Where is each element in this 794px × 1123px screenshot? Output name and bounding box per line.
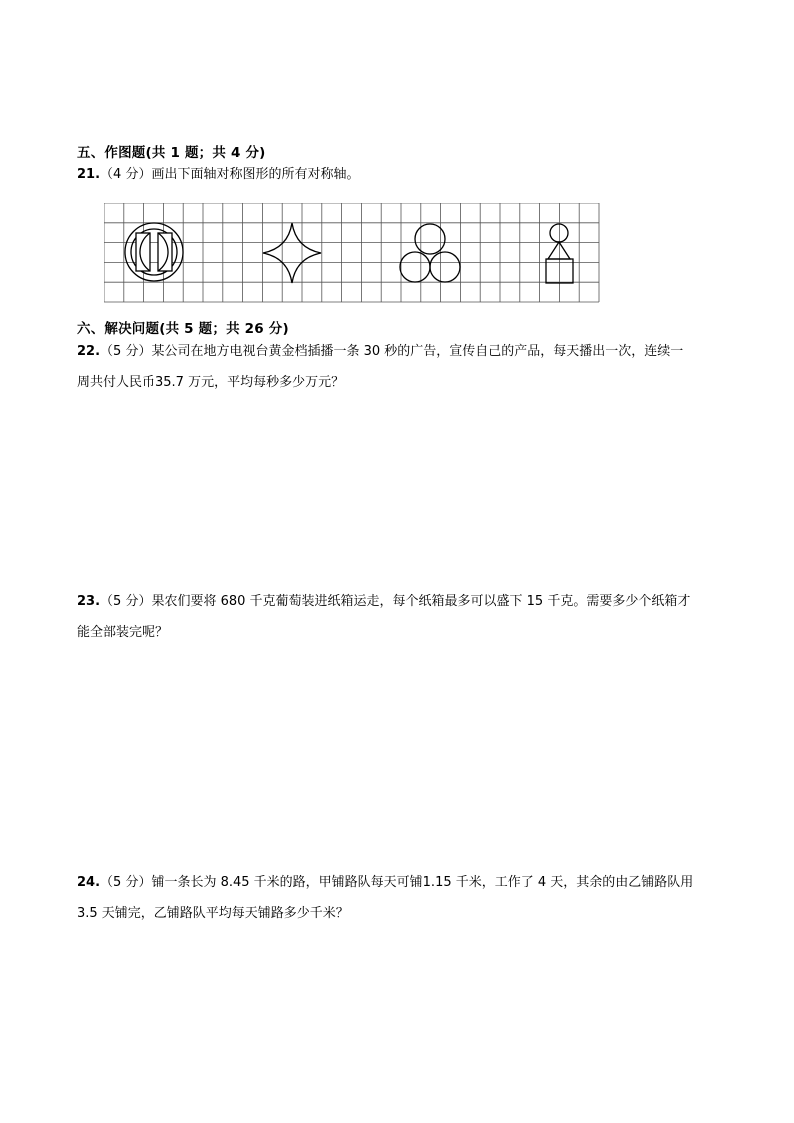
question-score: （5 分） <box>100 875 152 890</box>
question-text: 画出下面轴对称图形的所有对称轴。 <box>151 167 360 182</box>
question-23-line2: 能全部装完呢？ <box>77 625 169 640</box>
question-dot: . <box>95 167 101 182</box>
question-number: 21 <box>77 167 96 182</box>
grid-lines <box>104 203 599 302</box>
question-score: （5 分） <box>100 594 152 609</box>
question-number: 23 <box>77 594 96 609</box>
question-text: 铺一条长为 8.45 千米的路，甲铺路队每天可铺1.15 千米，工作了 4 天，其余的由乙铺路队用 <box>151 875 694 890</box>
shape-four-point-star <box>263 223 321 283</box>
question-number: 22 <box>77 344 96 359</box>
question-score: （5 分） <box>100 344 152 359</box>
question-24-line2: 3.5 天铺完，乙铺路队平均每天铺路多少千米？ <box>77 906 349 921</box>
question-score: （4 分） <box>100 167 152 182</box>
symmetry-grid-figure <box>104 203 600 303</box>
question-number: 24 <box>77 875 96 890</box>
question-24-line1 <box>77 875 693 891</box>
section-title-solve: 六、解决问题(共 5 题；共 26 分) <box>77 321 289 337</box>
shape-circle-split-bars <box>125 223 183 281</box>
section-title-draw: 五、作图题(共 1 题；共 4 分) <box>77 145 266 161</box>
question-dot: . <box>95 875 101 890</box>
question-dot: . <box>95 344 101 359</box>
question-23-line1 <box>77 594 690 610</box>
question-22-line2: 周共付人民币35.7 万元，平均每秒多少万元？ <box>77 375 345 390</box>
question-21 <box>77 167 359 183</box>
question-dot: . <box>95 594 101 609</box>
question-22-line1 <box>77 344 683 360</box>
shape-three-circles <box>400 224 460 282</box>
question-text: 果农们要将 680 千克葡萄装进纸箱运走，每个纸箱最多可以盛下 15 千克。需要多少个纸箱才 <box>151 594 691 609</box>
question-text: 某公司在地方电视台黄金档插播一条 30 秒的广告，宣传自己的产品，每天播出一次，连续一 <box>151 344 684 359</box>
